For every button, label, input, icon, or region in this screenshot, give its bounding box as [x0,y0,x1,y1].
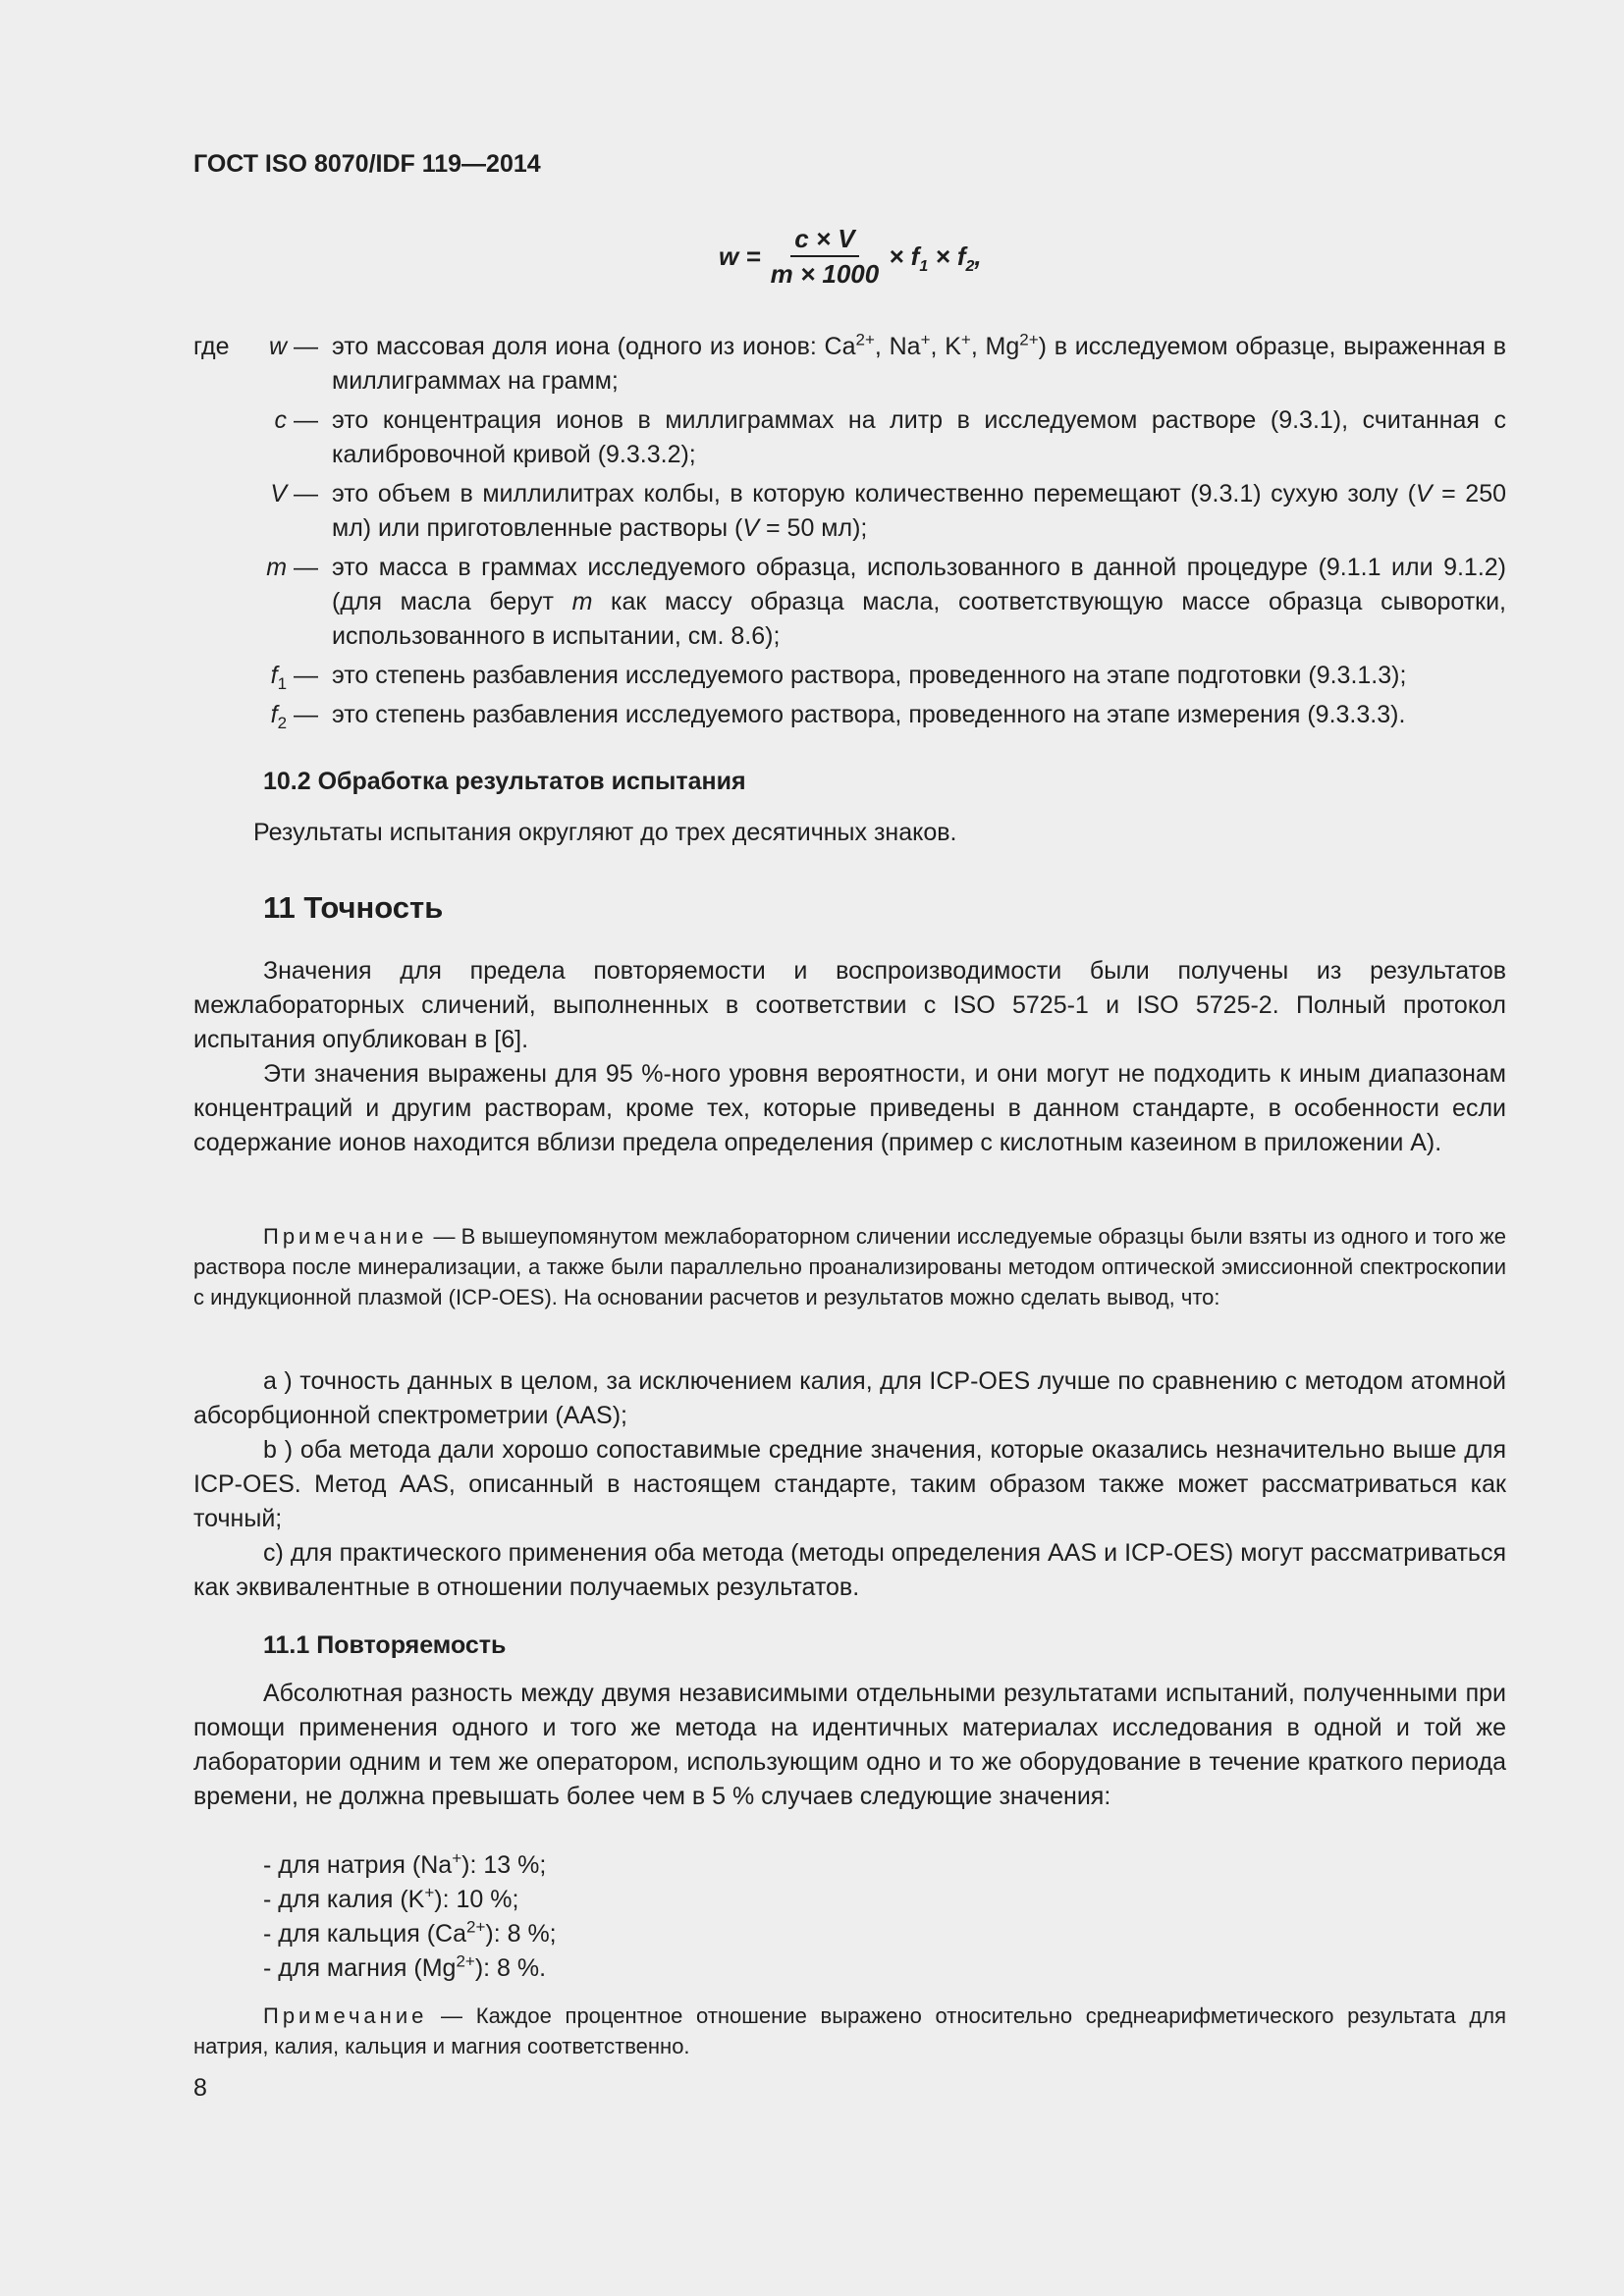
list-item-ca: - для кальция $(Ca^{2+})$: 8 %; [263,1917,557,1948]
definition-term: где w — [193,333,318,360]
definition-text: это массовая доля иона (одного из ионов: $Ca^{2+}$, Na+, K+, $Mg^{2+}$) в исследуемом образце, выраженная в миллиграммах на грамм; [332,330,1506,395]
section-10-2-heading: 10.2 Обработка результатов испытания [263,768,746,795]
formula-denominator: m × 1000 [770,259,880,289]
formula-rhs: × $f_1 \times f_2$, [889,240,982,275]
section-10-2-text: Результаты испытания округляют до трех десятичных знаков. [253,819,957,846]
formula-fraction [767,224,884,289]
section-11-1-note [193,2001,1506,2061]
definition-w [193,330,1506,399]
note-text: — В вышеупомянутом межлабораторном сличении исследуемые образцы были взяты из одного и того же раствора после минерализации, а также были параллельно проанализированы методом оптической эмиссионной спектроскопии с индукционной плазмой (ICP-OES). На основании расчетов и результатов можно сделать вывод, что: [193,1224,1506,1309]
definition-term: c — [274,406,318,434]
note-label: Примечание [263,2003,428,2028]
formula-lhs: w = [719,240,761,271]
definition-text: это масса в граммах исследуемого образца, использованного в данной процедуре (9.1.1 или 9.1.2) (для масла берут m как массу образца масла, соответствующую массе образца сыворотки, использованного в испытании, см. 8.6); [332,554,1506,650]
standard-header: ГОСТ ISO 8070/IDF 119—2014 [193,150,541,178]
definition-text: это степень разбавления исследуемого раствора, проведенного на этапе подготовки (9.3.1.3); [332,662,1407,689]
note-item-b: b ) оба метода дали хорошо сопоставимые средние значения, которые оказались незначительно выше для ICP-OES. Метод AAS, описанный в настоящем стандарте, таким образом также может рассматриваться как точный; [193,1436,1506,1532]
note-item-c: с) для практического применения оба метода (методы определения AAS и ICP-OES) могут рассматриваться как эквивалентные в отношении получаемых результатов. [193,1539,1506,1601]
section-11-note [193,1221,1506,1312]
page-number: 8 [193,2074,207,2102]
note-text: — Каждое процентное отношение выражено относительно среднеарифметического результата для натрия, калия, кальция и магния соответственно. [193,2003,1506,2058]
formula-numerator: c × V [790,224,858,257]
definition-text: это объем в миллилитрах колбы, в которую количественно перемещают (9.3.1) сухую золу (V = 250 мл) или приготовленные растворы (V = 50 мл); [332,480,1507,542]
list-item-na: - для натрия (Na+): 13 %; [263,1848,547,1879]
definition-text: это степень разбавления исследуемого раствора, проведенного на этапе измерения (9.3.3.3). [332,701,1406,728]
variable-definitions [193,330,1506,737]
note-label: Примечание [263,1224,428,1249]
definition-term: $f_1$ — [270,662,318,693]
definition-m [193,551,1506,654]
definition-f2 [193,698,1506,732]
note-item-a: а ) точность данных в целом, за исключением калия, для ICP-OES лучше по сравнению с методом атомной абсорбционной спектрометрии (AAS); [193,1367,1506,1429]
definition-term: V — [270,480,318,507]
definition-text: это концентрация ионов в миллиграммах на литр в исследуемом растворе (9.3.1), считанная с калибровочной кривой (9.3.3.2); [332,406,1506,468]
definition-term: $f_2$ — [270,701,318,732]
definition-term: m — [266,554,318,581]
section-11-para1: Значения для предела повторяемости и воспроизводимости были получены из результатов межлабораторных сличений, выполненных в соответствии с ISO 5725-1 и ISO 5725-2. Полный протокол испытания опубликован в [6]. [193,957,1506,1053]
section-11-heading: 11 Точность [263,890,444,925]
definition-f1 [193,659,1506,693]
list-item-k: - для калия (K+): 10 %; [263,1883,519,1913]
definition-c [193,403,1506,472]
section-11-para2: Эти значения выражены для 95 %-ного уровня вероятности, и они могут не подходить к иным диапазонам концентраций и другим растворам, кроме тех, которые приведены в данном стандарте, в особенности если содержание ионов находится вблизи предела определения (пример с кислотным казеином в приложении А). [193,1060,1506,1156]
list-item-mg: - для магния $(Mg^{2+})$: 8 %. [263,1951,547,1982]
definition-v [193,477,1506,546]
section-11-1-para: Абсолютная разность между двумя независимыми отдельными результатами испытаний, полученными при помощи применения одного и того же метода на идентичных материалах исследования в одной и той же лаборатории одним и тем же оператором, использующим одно и то же оборудование в течение краткого периода времени, не должна превышать более чем в 5 % случаев следующие значения: [193,1680,1506,1810]
formula [719,224,982,289]
section-11-1-heading: 11.1 Повторяемость [263,1631,507,1659]
